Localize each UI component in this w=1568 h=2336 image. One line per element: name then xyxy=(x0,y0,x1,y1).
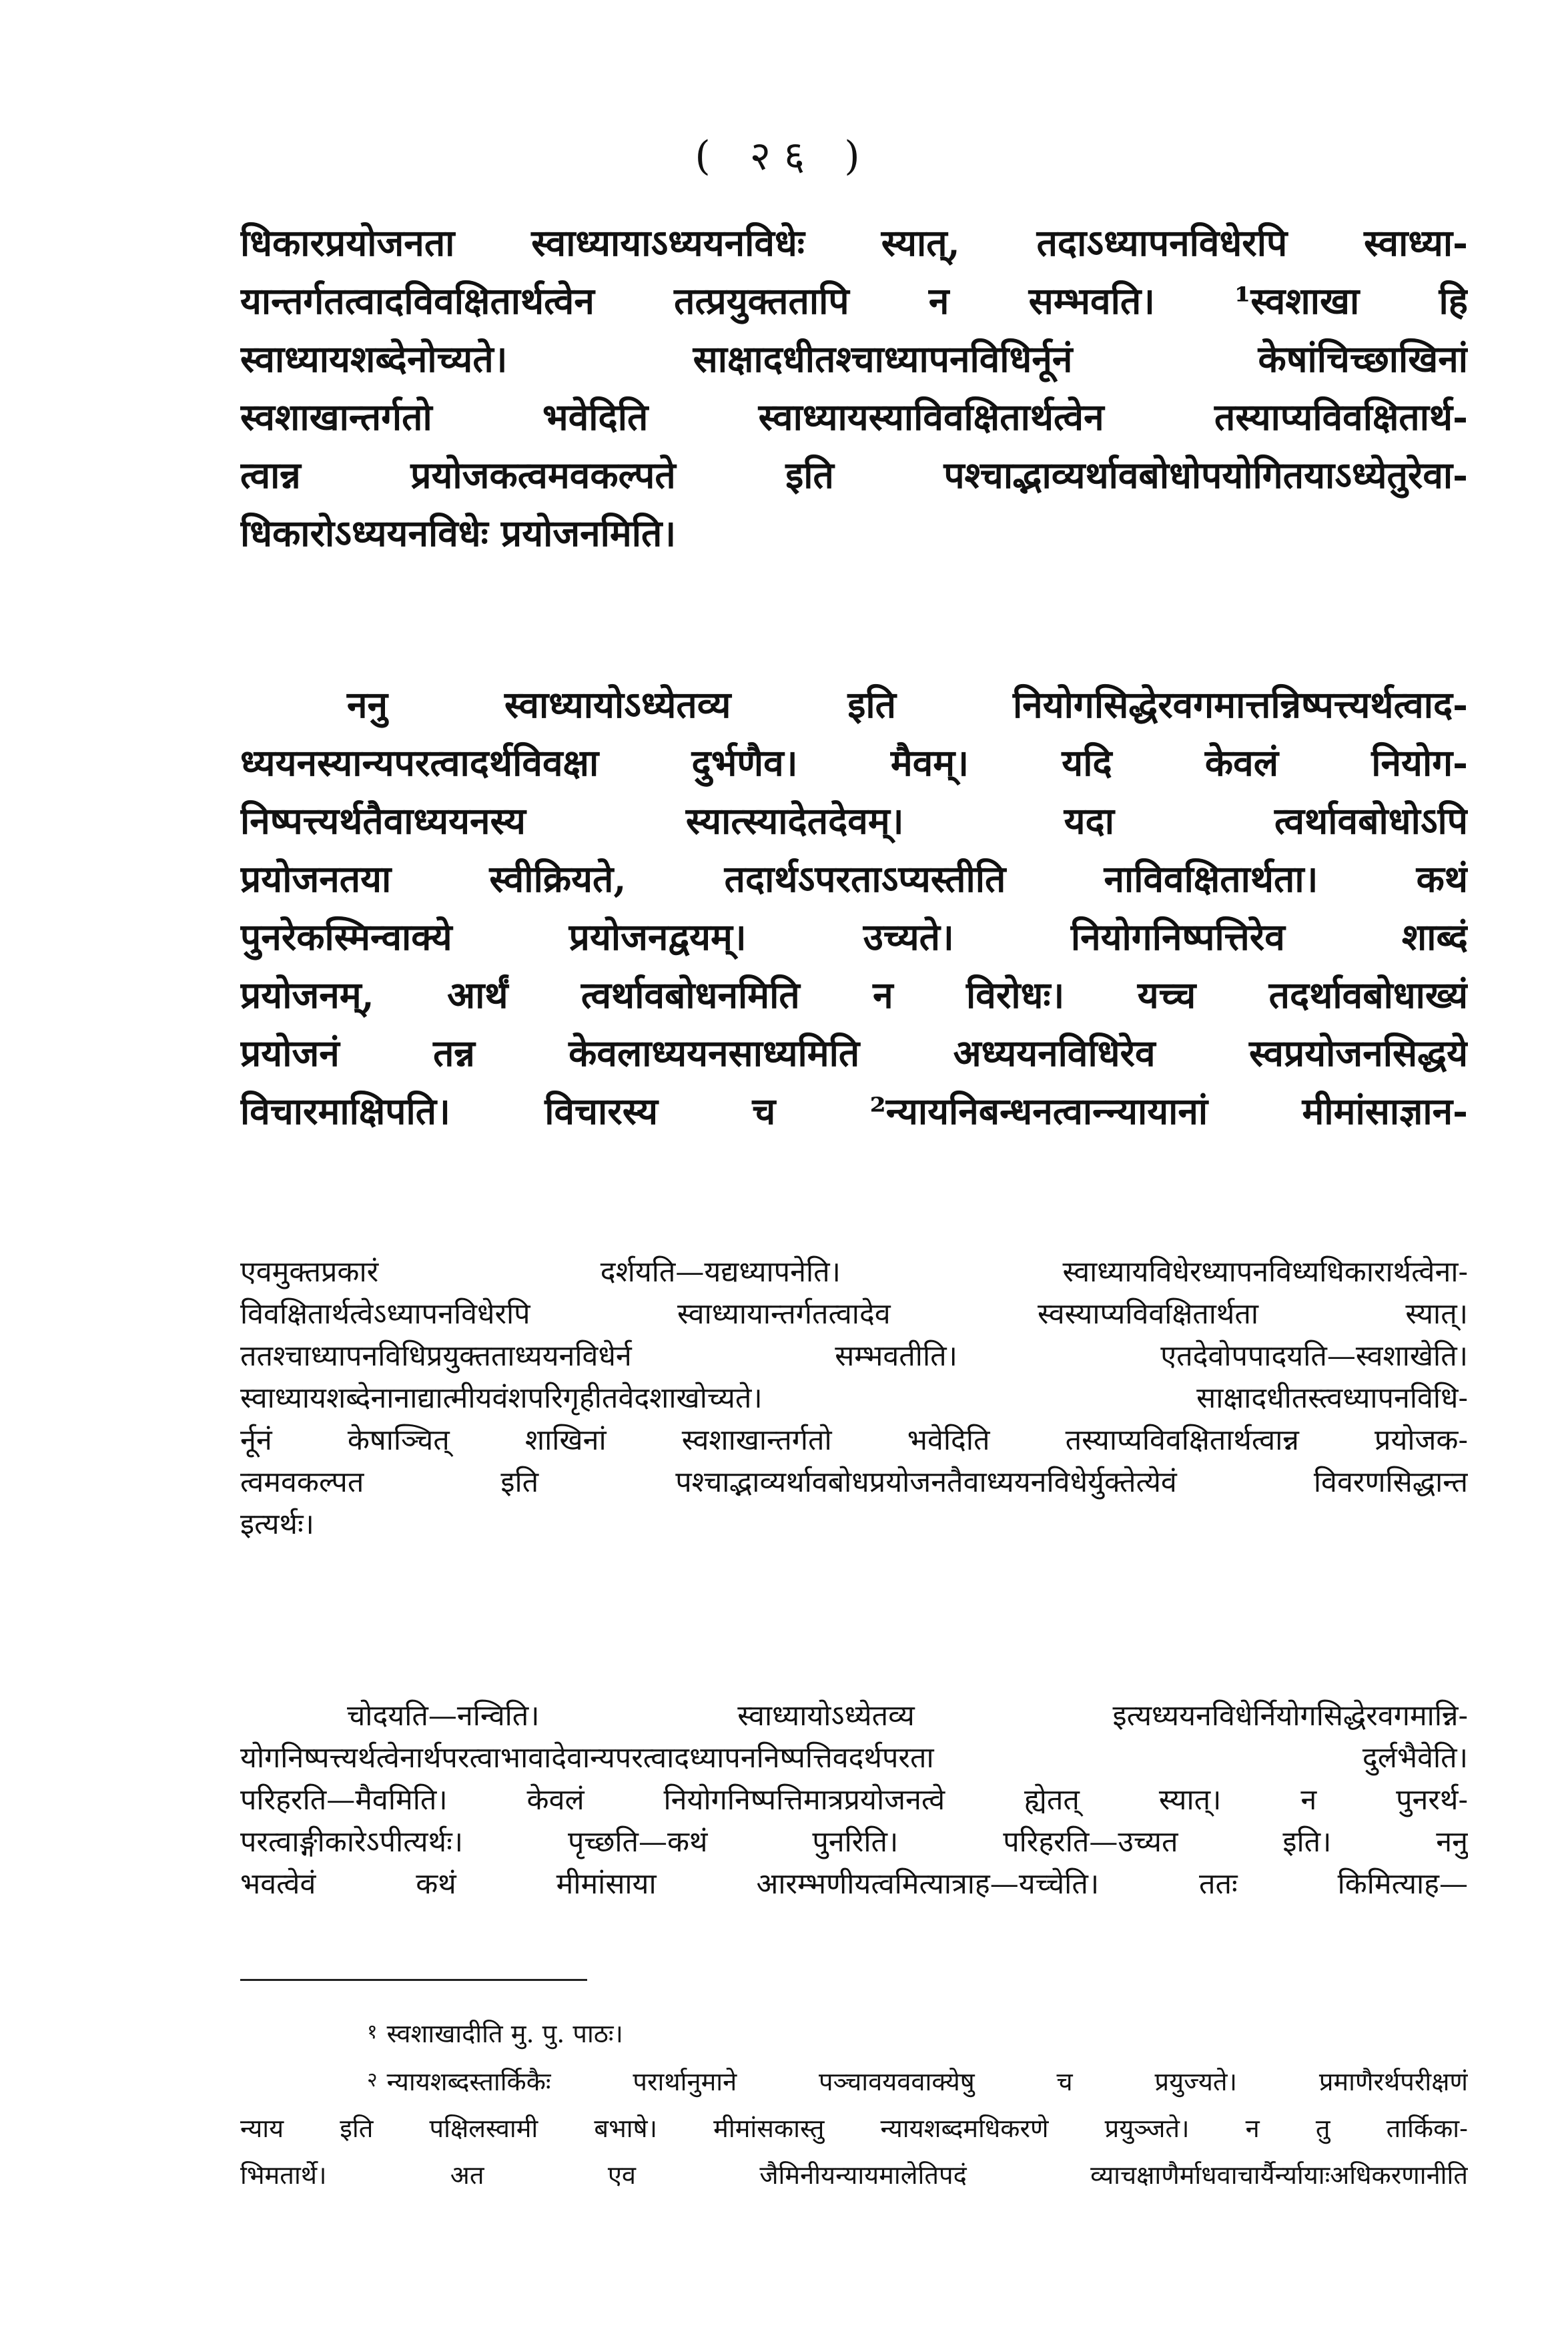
commentary-line: ततश्चाध्यापनविधिप्रयुक्तताध्ययनविधेर्न सम्भवतीति। एतदेवोपपादयति—स्वशाखेति। xyxy=(240,1340,1468,1373)
footnote-line: न्याय इति पक्षिलस्वामी बभाषे। मीमांसकास्तु न्यायशब्दमधिकरणे प्रयुञ्जते। न तु तार्किका- xyxy=(240,2114,1468,2143)
commentary-line: चोदयति—नन्विति। स्वाध्यायोऽध्येतव्य इत्यध्ययनविधेर्नियोगसिद्धेरवगमान्नि- xyxy=(347,1699,1468,1733)
commentary-paragraph-2 xyxy=(240,1695,1468,1906)
footnote-2 xyxy=(240,2057,1468,2105)
main-text-line: धिकारप्रयोजनता स्वाध्यायाऽध्ययनविधेः स्यात्, तदाऽध्यापनविधेरपि स्वाध्या- xyxy=(240,221,1468,264)
main-text-line: यान्तर्गतत्वादविवक्षितार्थत्वेन तत्प्रयुक्ततापि न सम्भवति। ¹स्वशाखा हि xyxy=(240,279,1468,322)
main-text-line: त्वान्न प्रयोजकत्वमवकल्पते इति पश्चाद्भाव्यर्थावबोधोपयोगितयाऽध्येतुरेवा- xyxy=(240,453,1468,497)
main-text-line: स्वाध्यायशब्देनोच्यते। साक्षादधीतश्चाध्यापनविधिर्नूनं केषांचिच्छाखिनां xyxy=(240,337,1468,380)
commentary-line: भवत्वेवं कथं मीमांसाया आरम्भणीयत्वमित्यात्राह—यच्चेति। ततः किमित्याह— xyxy=(240,1867,1468,1901)
footnote-1 xyxy=(240,2009,1468,2057)
footnotes xyxy=(240,2009,1468,2199)
commentary-line: विवक्षितार्थत्वेऽध्यापनविधेरपि स्वाध्यायान्तर्गतत्वादेव स्वस्याप्यविवक्षितार्थता स्यात्। xyxy=(240,1297,1468,1331)
footnote-divider xyxy=(240,1979,587,1981)
commentary-line: स्वाध्यायशब्देनानाद्यात्मीयवंशपरिगृहीतवेदशाखोच्यते। साक्षादधीतस्त्वध्यापनविधि- xyxy=(240,1382,1468,1415)
main-text-line: प्रयोजनं तन्न केवलाध्ययनसाध्यमिति अध्ययनविधिरेव स्वप्रयोजनसिद्धये xyxy=(240,1031,1468,1075)
commentary-line: इत्यर्थः। xyxy=(240,1508,314,1541)
commentary-line: परिहरति—मैवमिति। केवलं नियोगनिष्पत्तिमात्रप्रयोजनत्वे ह्येतत् स्यात्। न पुनरर्थ- xyxy=(240,1783,1468,1817)
footnote-text: स्वशाखादीति मु. पु. पाठः। xyxy=(386,2019,623,2048)
main-text-line: निष्पत्त्यर्थतैवाध्ययनस्य स्यात्स्यादेतदेवम्। यदा त्वर्थावबोधोऽपि xyxy=(240,799,1468,842)
commentary-line: योगनिष्पत्त्यर्थत्वेनार्थपरत्वाभावादेवान्यपरत्वादध्यापननिष्पत्तिवदर्थपरता दुर्लभैवेति। xyxy=(240,1741,1468,1775)
footnote-marker: १ xyxy=(367,2020,378,2044)
commentary-line: र्नूनं केषाञ्चित् शाखिनां स्वशाखान्तर्गतो भवेदिति तस्याप्यविवक्षितार्थत्वान्न प्रयोजक- xyxy=(240,1424,1468,1457)
main-text-line: धिकारोऽध्ययनविधेः प्रयोजनमिति। xyxy=(240,511,677,555)
commentary-paragraph-1 xyxy=(240,1251,1468,1546)
main-text-line: ध्ययनस्यान्यपरत्वादर्थविवक्षा दुर्भणैव। मैवम्। यदि केवलं नियोग- xyxy=(240,741,1468,784)
footnote-line: भिमतार्थे। अत एव जैमिनीयन्यायमालेतिपदं व्याचक्षाणैर्माधवाचार्यैर्न्यायाःअधिकरणानीति xyxy=(240,2160,1468,2190)
main-text-line: स्वशाखान्तर्गतो भवेदिति स्वाध्यायस्याविवक्षितार्थत्वेन तस्याप्यविवक्षितार्थ- xyxy=(240,395,1468,439)
commentary-line: त्वमवकल्पत इति पश्चाद्भाव्यर्थावबोधप्रयोजनतैवाध्ययनविधेर्युक्तेत्येवं विवरणसिद्धान्त xyxy=(240,1466,1468,1499)
footnote-marker: २ xyxy=(367,2068,378,2092)
commentary-line: परत्वाङ्गीकारेऽपीत्यर्थः। पृच्छति—कथं पुनरिति। परिहरति—उच्यत इति। ननु xyxy=(240,1825,1468,1859)
main-text-line: ननु स्वाध्यायोऽध्येतव्य इति नियोगसिद्धेरवगमात्तन्निष्पत्त्यर्थत्वाद- xyxy=(347,683,1468,726)
main-text-paragraph-2 xyxy=(240,675,1468,1140)
footnote-text: न्यायशब्दस्तार्किकैः परार्थानुमाने पञ्चावयववाक्येषु च प्रयुज्यते। प्रमाणैरर्थपरीक्षणं xyxy=(386,2067,1468,2096)
main-text-line: प्रयोजनतया स्वीक्रियते, तदार्थऽपरताऽप्यस्तीति नाविवक्षितार्थता। कथं xyxy=(240,857,1468,900)
main-text-line: प्रयोजनम्, आर्थं त्वर्थावबोधनमिति न विरोधः। यच्च तदर्थावबोधाख्यं xyxy=(240,973,1468,1016)
commentary-line: एवमुक्तप्रकारं दर्शयति—यद्यध्यापनेति। स्वाध्यायविधेरध्यापनविध्यधिकारार्थत्वेना- xyxy=(240,1255,1468,1289)
main-text-line: विचारमाक्षिपति। विचारस्य च ²न्यायनिबन्धनत्वान्न्यायानां मीमांसाज्ञान- xyxy=(240,1089,1468,1133)
main-text-paragraph-1 xyxy=(240,214,1468,562)
main-text-line: पुनरेकस्मिन्वाक्ये प्रयोजनद्वयम्। उच्यते। नियोगनिष्पत्तिरेव शाब्दं xyxy=(240,915,1468,958)
page-number: ( २६ ) xyxy=(695,133,873,180)
